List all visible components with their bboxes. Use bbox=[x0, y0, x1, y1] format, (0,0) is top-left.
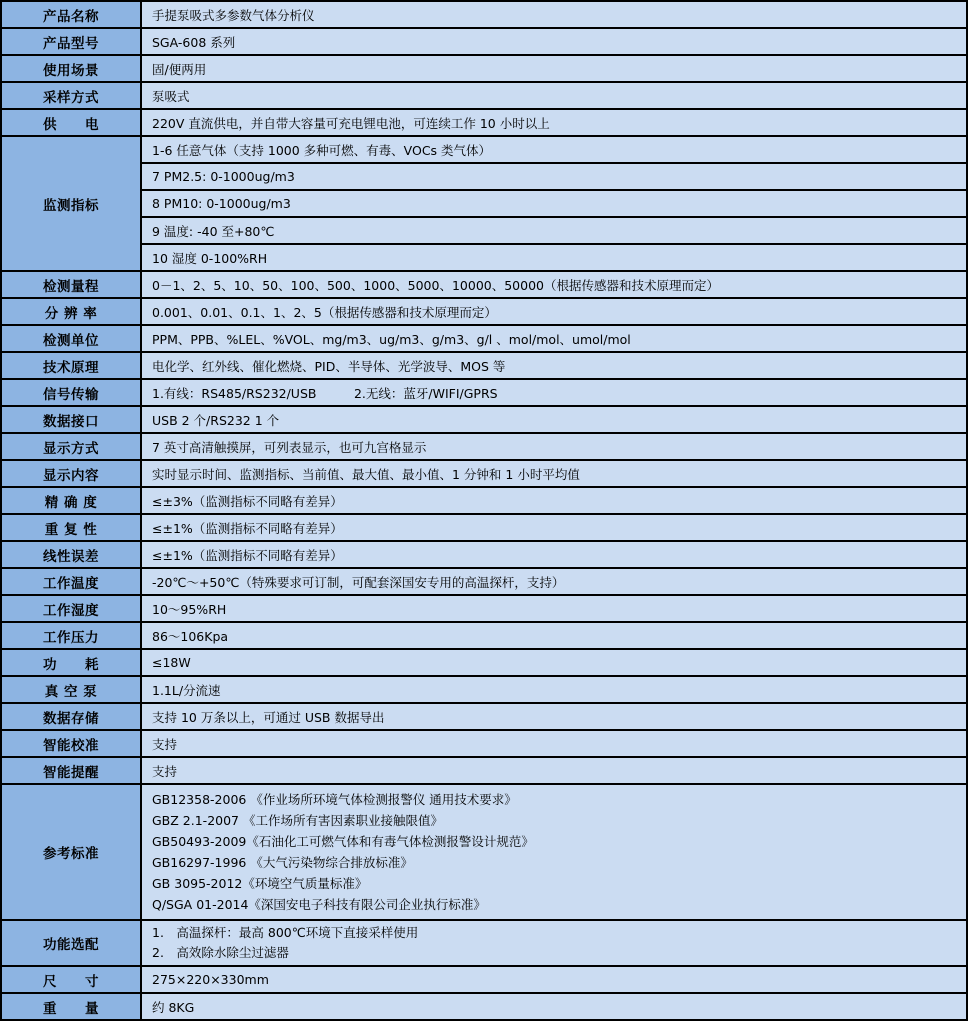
reference-standards-line: GB 3095-2012《环境空气质量标准》 bbox=[152, 876, 368, 891]
table-row bbox=[1, 325, 967, 352]
optional-functions-line: 2. 高效除水除尘过滤器 bbox=[152, 945, 289, 960]
table-row bbox=[1, 379, 967, 406]
optional-functions-label: 功能选配 bbox=[1, 920, 141, 966]
table-row bbox=[1, 757, 967, 784]
table-row bbox=[1, 1, 967, 28]
table-row bbox=[1, 460, 967, 487]
table-row bbox=[1, 966, 967, 993]
table-row bbox=[1, 568, 967, 595]
sampling-method-label: 采样方式 bbox=[1, 82, 141, 109]
reference-standards-value bbox=[141, 784, 967, 920]
reference-standards-label: 参考标准 bbox=[1, 784, 141, 920]
data-interface-value: USB 2 个/RS232 1 个 bbox=[141, 406, 967, 433]
monitoring-indicators-value: 8 PM10: 0-1000ug/m3 bbox=[141, 190, 967, 217]
table-row bbox=[1, 352, 967, 379]
display-mode-value: 7 英寸高清触摸屏，可列表显示，也可九宫格显示 bbox=[141, 433, 967, 460]
working-pressure-label: 工作压力 bbox=[1, 622, 141, 649]
product-model-value: SGA-608 系列 bbox=[141, 28, 967, 55]
accuracy-value: ≤±3%（监测指标不同略有差异） bbox=[141, 487, 967, 514]
working-humidity-label: 工作湿度 bbox=[1, 595, 141, 622]
working-temperature-label: 工作温度 bbox=[1, 568, 141, 595]
accuracy-label: 精 确 度 bbox=[1, 487, 141, 514]
product-name-label: 产品名称 bbox=[1, 1, 141, 28]
usage-scene-label: 使用场景 bbox=[1, 55, 141, 82]
table-row bbox=[1, 676, 967, 703]
table-row bbox=[1, 622, 967, 649]
weight-label: 重 量 bbox=[1, 993, 141, 1020]
repeatability-label: 重 复 性 bbox=[1, 514, 141, 541]
table-row bbox=[1, 190, 967, 217]
reference-standards-line: Q/SGA 01-2014《深国安电子科技有限公司企业执行标准》 bbox=[152, 897, 486, 912]
reference-standards-line: GB12358-2006 《作业场所环境气体检测报警仪 通用技术要求》 bbox=[152, 792, 517, 807]
table-row bbox=[1, 730, 967, 757]
table-row bbox=[1, 920, 967, 966]
table-row bbox=[1, 271, 967, 298]
signal-transmission-label: 信号传输 bbox=[1, 379, 141, 406]
display-content-label: 显示内容 bbox=[1, 460, 141, 487]
table-row bbox=[1, 433, 967, 460]
table-row bbox=[1, 514, 967, 541]
reference-standards-line: GB16297-1996 《大气污染物综合排放标准》 bbox=[152, 855, 413, 870]
data-storage-label: 数据存储 bbox=[1, 703, 141, 730]
table-row bbox=[1, 298, 967, 325]
sampling-method-value: 泵吸式 bbox=[141, 82, 967, 109]
linearity-error-label: 线性误差 bbox=[1, 541, 141, 568]
detection-range-label: 检测量程 bbox=[1, 271, 141, 298]
table-row bbox=[1, 28, 967, 55]
product-name-value: 手提泵吸式多参数气体分析仪 bbox=[141, 1, 967, 28]
table-row bbox=[1, 244, 967, 271]
display-mode-label: 显示方式 bbox=[1, 433, 141, 460]
table-row bbox=[1, 541, 967, 568]
table-row bbox=[1, 595, 967, 622]
table-row bbox=[1, 649, 967, 676]
data-interface-label: 数据接口 bbox=[1, 406, 141, 433]
power-consumption-label: 功 耗 bbox=[1, 649, 141, 676]
table-row bbox=[1, 406, 967, 433]
table-row bbox=[1, 784, 967, 920]
reference-standards-line: GBZ 2.1-2007 《工作场所有害因素职业接触限值》 bbox=[152, 813, 443, 828]
product-model-label: 产品型号 bbox=[1, 28, 141, 55]
vacuum-pump-value: 1.1L/分流速 bbox=[141, 676, 967, 703]
optional-functions-line: 1. 高温探杆：最高 800℃环境下直接采样使用 bbox=[152, 925, 419, 940]
dimensions-label: 尺 寸 bbox=[1, 966, 141, 993]
working-pressure-value: 86～106Kpa bbox=[141, 622, 967, 649]
technical-principle-label: 技术原理 bbox=[1, 352, 141, 379]
smart-calibration-label: 智能校准 bbox=[1, 730, 141, 757]
monitoring-indicators-value: 9 温度: -40 至+80℃ bbox=[141, 217, 967, 244]
usage-scene-value: 固/便两用 bbox=[141, 55, 967, 82]
spec-table-body bbox=[1, 1, 967, 1020]
working-temperature-value: -20℃～+50℃（特殊要求可订制，可配套深国安专用的高温探杆，支持） bbox=[141, 568, 967, 595]
table-row bbox=[1, 55, 967, 82]
table-row bbox=[1, 136, 967, 163]
reference-standards-line: GB50493-2009《石油化工可燃气体和有毒气体检测报警设计规范》 bbox=[152, 834, 534, 849]
monitoring-indicators-label: 监测指标 bbox=[1, 136, 141, 271]
data-storage-value: 支持 10 万条以上，可通过 USB 数据导出 bbox=[141, 703, 967, 730]
working-humidity-value: 10～95%RH bbox=[141, 595, 967, 622]
dimensions-value: 275×220×330mm bbox=[141, 966, 967, 993]
power-consumption-value: ≤18W bbox=[141, 649, 967, 676]
power-supply-value: 220V 直流供电，并自带大容量可充电锂电池，可连续工作 10 小时以上 bbox=[141, 109, 967, 136]
detection-units-value: PPM、PPB、%LEL、%VOL、mg/m3、ug/m3、g/m3、g/l 、mol/mol、umol/mol bbox=[141, 325, 967, 352]
repeatability-value: ≤±1%（监测指标不同略有差异） bbox=[141, 514, 967, 541]
table-row bbox=[1, 109, 967, 136]
table-row bbox=[1, 163, 967, 190]
smart-calibration-value: 支持 bbox=[141, 730, 967, 757]
linearity-error-value: ≤±1%（监测指标不同略有差异） bbox=[141, 541, 967, 568]
optional-functions-value bbox=[141, 920, 967, 966]
detection-units-label: 检测单位 bbox=[1, 325, 141, 352]
monitoring-indicators-value: 7 PM2.5: 0-1000ug/m3 bbox=[141, 163, 967, 190]
smart-reminder-value: 支持 bbox=[141, 757, 967, 784]
table-row bbox=[1, 487, 967, 514]
monitoring-indicators-value: 1-6 任意气体（支持 1000 多种可燃、有毒、VOCs 类气体） bbox=[141, 136, 967, 163]
detection-range-value: 0－1、2、5、10、50、100、500、1000、5000、10000、50000（根据传感器和技术原理而定） bbox=[141, 271, 967, 298]
display-content-value: 实时显示时间、监测指标、当前值、最大值、最小值、1 分钟和 1 小时平均值 bbox=[141, 460, 967, 487]
monitoring-indicators-value: 10 湿度 0-100%RH bbox=[141, 244, 967, 271]
table-row bbox=[1, 993, 967, 1020]
technical-principle-value: 电化学、红外线、催化燃烧、PID、半导体、光学波导、MOS 等 bbox=[141, 352, 967, 379]
signal-transmission-value: 1.有线：RS485/RS232/USB 2.无线：蓝牙/WIFI/GPRS bbox=[141, 379, 967, 406]
table-row bbox=[1, 217, 967, 244]
resolution-value: 0.001、0.01、0.1、1、2、5（根据传感器和技术原理而定） bbox=[141, 298, 967, 325]
resolution-label: 分 辨 率 bbox=[1, 298, 141, 325]
weight-value: 约 8KG bbox=[141, 993, 967, 1020]
smart-reminder-label: 智能提醒 bbox=[1, 757, 141, 784]
table-row bbox=[1, 82, 967, 109]
vacuum-pump-label: 真 空 泵 bbox=[1, 676, 141, 703]
power-supply-label: 供 电 bbox=[1, 109, 141, 136]
table-row bbox=[1, 703, 967, 730]
